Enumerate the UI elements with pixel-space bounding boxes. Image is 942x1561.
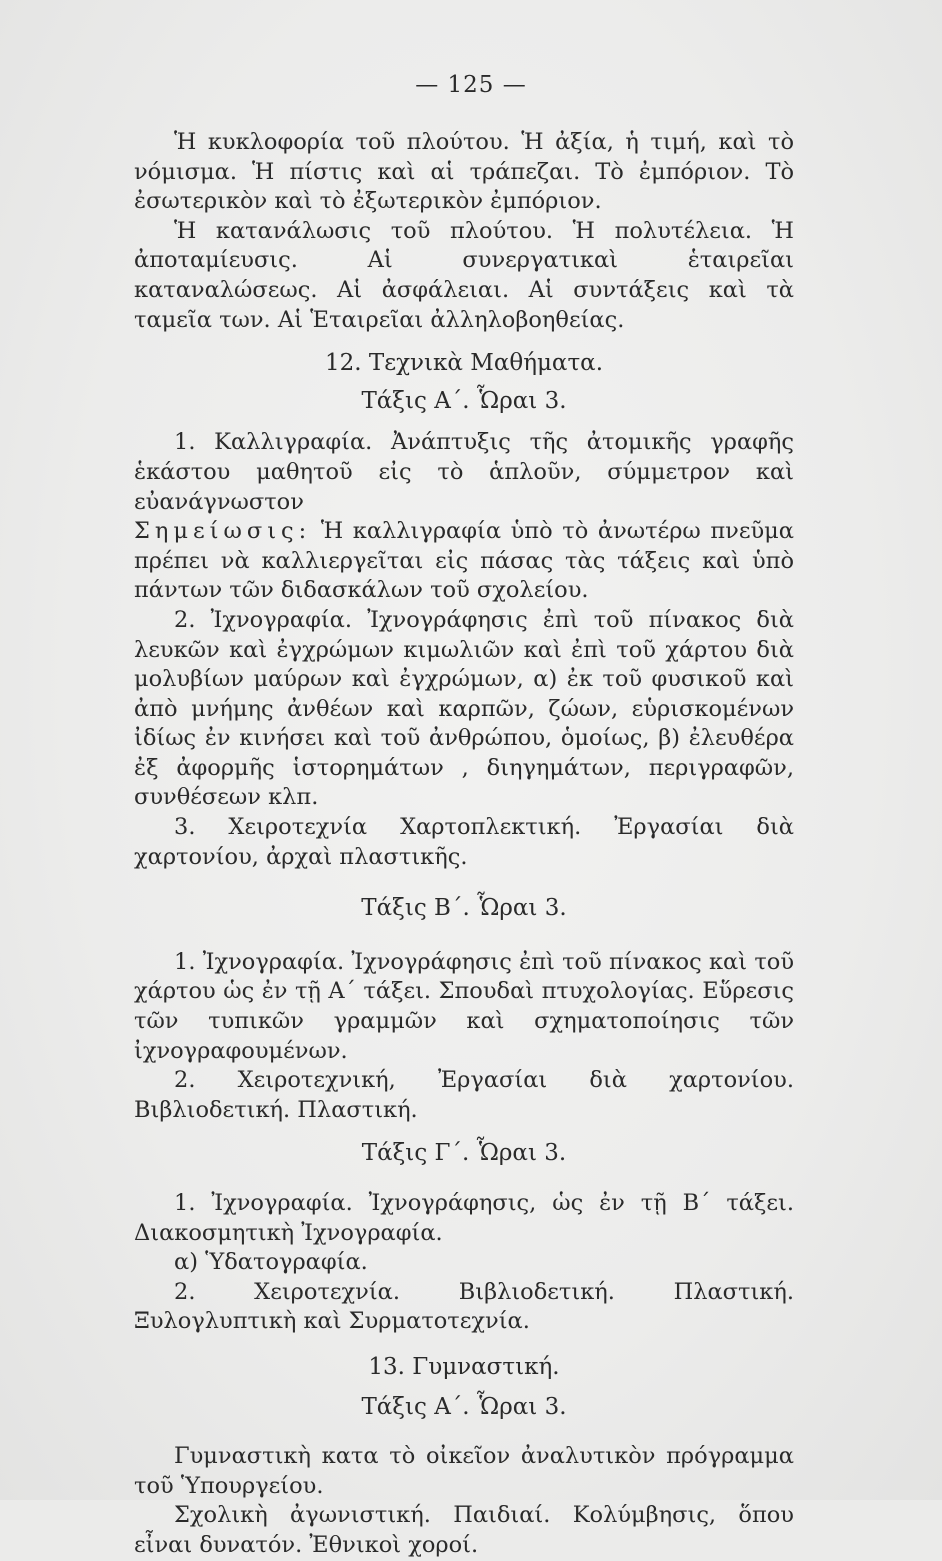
gym-activities-paragraph: Σχολικὴ ἀγωνιστική. Παιδιαί. Κολύμβησις, ὅπου εἶναι δυνατόν. Ἐθνικοὶ χοροί. xyxy=(134,1502,794,1558)
page-number: — 125 — xyxy=(415,72,527,98)
note-label: Σημείωσις: xyxy=(134,518,312,545)
item-b-handicraft: 2. Χειροτεχνική, Ἐργασίαι διὰ χαρτονίου. Βιβλιοδετική. Πλαστική. xyxy=(134,1067,794,1123)
item-calligraphy: 1. Καλλιγραφία. Ἀνάπτυξις τῆς ἀτομικῆς γραφῆς ἑκάστου μαθητοῦ εἰς τὸ ἁπλοῦν, σύμμετρον καὶ εὐανάγνωστον xyxy=(134,429,794,515)
page-body xyxy=(134,128,794,1561)
item-c-watercolor: α) Ὑδατογραφία. xyxy=(174,1249,368,1276)
class-b-hours-heading: Τάξις Β΄. Ὧραι 3. xyxy=(361,895,567,922)
calligraphy-note xyxy=(134,517,794,606)
item-handicraft-paper: 3. Χειροτεχνία Χαρτοπλεκτική. Ἐργασίαι διὰ χαρτονίου, ἀρχαὶ πλαστικῆς. xyxy=(134,814,794,870)
class-c-hours-heading: Τάξις Γ΄. Ὧραι 3. xyxy=(361,1140,567,1167)
note-text: Ἡ καλλιγραφία ὑπὸ τὸ ἀνωτέρω πνεῦμα πρέπει νὰ καλλιεργεῖται εἰς πάσας τὰς τάξεις καὶ ὑπὸ πάντων τῶν διδασκάλων τοῦ σχολείου. xyxy=(134,518,795,604)
item-c-drawing: 1. Ἰχνογραφία. Ἰχνογράφησις, ὡς ἐν τῇ Β΄ τάξει. Διακοσμητικὴ Ἰχνογραφία. xyxy=(134,1190,794,1246)
item-drawing: 2. Ἰχνογραφία. Ἰχνογράφησις ἐπὶ τοῦ πίνακος διὰ λευκῶν καὶ ἐγχρώμων κιμωλιῶν καὶ ἐπὶ τοῦ χάρτου διὰ μολυβίων μαύρων καὶ ἐγχρώμων, α) ἐκ τοῦ φυσικοῦ καὶ ἀπὸ μνήμης ἀνθέων καὶ καρπῶν, ζώων, εὑρισκομένων ἰδίως ἐν κινήσει καὶ τοῦ ἀνθρώπου, ὁμοίως, β) ἐλευθέρα ἐξ ἀφορμῆς ἱστορημάτων , διηγημάτων, περιγραφῶν, συνθέσεων κλπ. xyxy=(134,606,794,811)
paragraph-wealth-consumption: Ἡ κατανάλωσις τοῦ πλούτου. Ἡ πολυτέλεια. Ἡ ἀποταμίευσις. Αἱ συνεργατικαὶ ἑταιρεῖαι καταναλώσεως. Αἱ ἀσφάλειαι. Αἱ συντάξεις καὶ τὰ ταμεῖα των. Αἱ Ἑταιρεῖαι ἀλληλοβοηθείας. xyxy=(134,217,794,333)
section-heading-technical-lessons: 12. Τεχνικὰ Μαθήματα. xyxy=(324,350,604,377)
item-b-drawing: 1. Ἰχνογραφία. Ἰχνογράφησις ἐπὶ τοῦ πίνακος καὶ τοῦ χάρτου ὡς ἐν τῇ Α΄ τάξει. Σπουδαὶ πτυχολογίας. Εὕρεσις τῶν τυπικῶν γραμμῶν καὶ σχηματοποίησις τῶν ἰχνογραφουμένων. xyxy=(134,948,794,1064)
paragraph-wealth-circulation: Ἡ κυκλοφορία τοῦ πλούτου. Ἡ ἀξία, ἡ τιμή, καὶ τὸ νόμισμα. Ἡ πίστις καὶ αἱ τράπεζαι. Τὸ ἐμπόριον. Τὸ ἐσωτερικὸν καὶ τὸ ἐξωτερικὸν ἐμπόριον. xyxy=(134,129,794,215)
gym-program-paragraph: Γυμναστικὴ κατα τὸ οἰκεῖον ἀναλυτικὸν πρόγραμμα τοῦ Ὑπουργείου. xyxy=(134,1443,794,1499)
item-c-handicraft: 2. Χειροτεχνία. Βιβλιοδετική. Πλαστική. Ξυλογλυπτικὴ καὶ Συρματοτεχνία. xyxy=(134,1278,794,1335)
gym-class-a-hours-heading: Τάξις Α΄. Ὧραι 3. xyxy=(361,1393,567,1420)
section-heading-gymnastics: 13. Γυμναστική. xyxy=(368,1353,560,1380)
class-a-hours-heading: Τάξις Α΄. Ὧραι 3. xyxy=(361,387,567,414)
